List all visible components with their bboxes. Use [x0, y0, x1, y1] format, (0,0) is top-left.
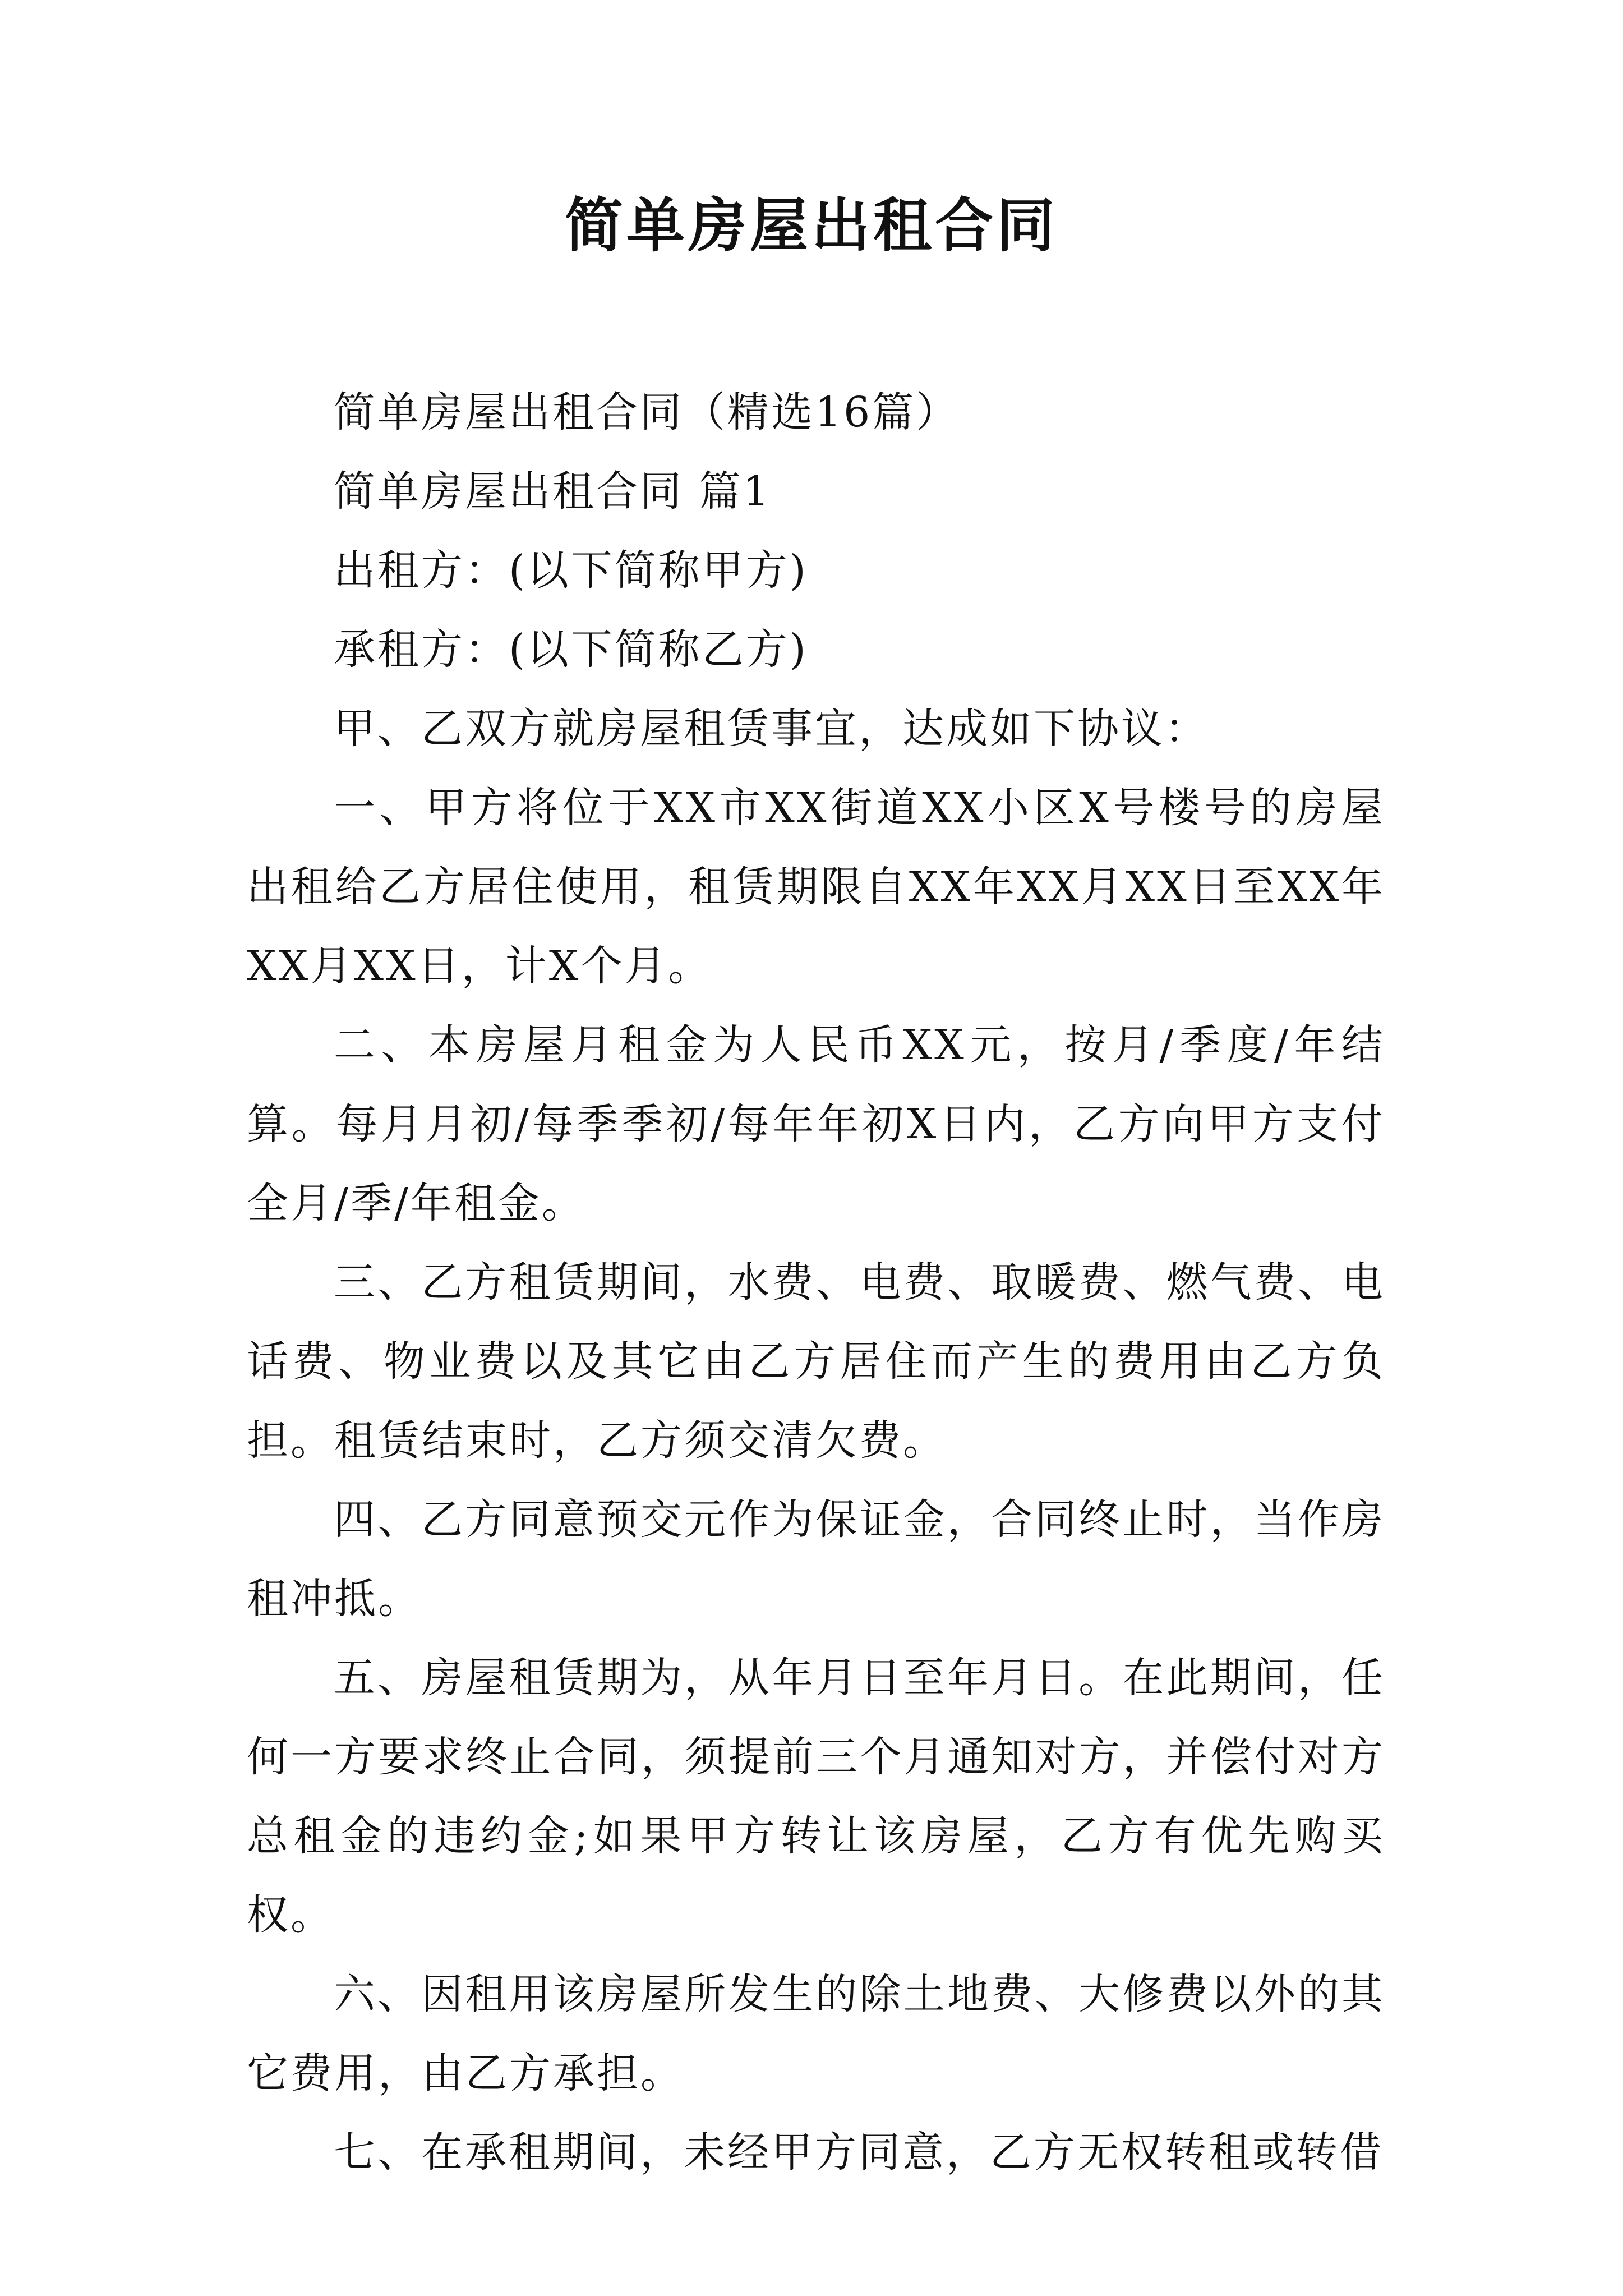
- paragraph-clause-4: 四、乙方同意预交元作为保证金，合同终止时，当作房租冲抵。: [247, 1496, 1385, 1623]
- paragraph-clause-6: 六、因租用该房屋所发生的除土地费、大修费以外的其它费用，由乙方承担。: [247, 1970, 1385, 2097]
- paragraph-collection-title: 简单房屋出租合同（精选16篇）: [334, 388, 960, 436]
- paragraph-clause-3: 三、乙方租赁期间，水费、电费、取暖费、燃气费、电话费、物业费以及其它由乙方居住而产生的费用由乙方负担。租赁结束时，乙方须交清欠费。: [247, 1258, 1385, 1465]
- paragraph-clause-5: 五、房屋租赁期为，从年月日至年月日。在此期间，任何一方要求终止合同，须提前三个月通知对方，并偿付对方总租金的违约金;如果甲方转让该房屋，乙方有优先购买权。: [247, 1654, 1385, 1939]
- paragraph-clause-1: 一、甲方将位于XX市XX街道XX小区X号楼号的房屋出租给乙方居住使用，租赁期限自XX年XX月XX日至XX年XX月XX日，计X个月。: [247, 784, 1385, 990]
- paragraph-lessor: 出租方：(以下简称甲方): [334, 546, 808, 595]
- paragraph-clause-7: 七、在承租期间，未经甲方同意，乙方无权转租或转借: [334, 2128, 1384, 2177]
- paragraph-lessee: 承租方：(以下简称乙方): [334, 625, 808, 674]
- paragraph-clause-2: 二、本房屋月租金为人民币XX元，按月/季度/年结算。每月月初/每季季初/每年年初X日内，乙方向甲方支付全月/季/年租金。: [247, 1021, 1385, 1227]
- paragraph-agreement-intro: 甲、乙双方就房屋租赁事宜，达成如下协议：: [334, 705, 1209, 753]
- paragraph-section-heading: 简单房屋出租合同 篇1: [334, 467, 772, 516]
- document-title: 简单房屋出租合同: [564, 191, 1058, 260]
- document-body: [247, 373, 1385, 2192]
